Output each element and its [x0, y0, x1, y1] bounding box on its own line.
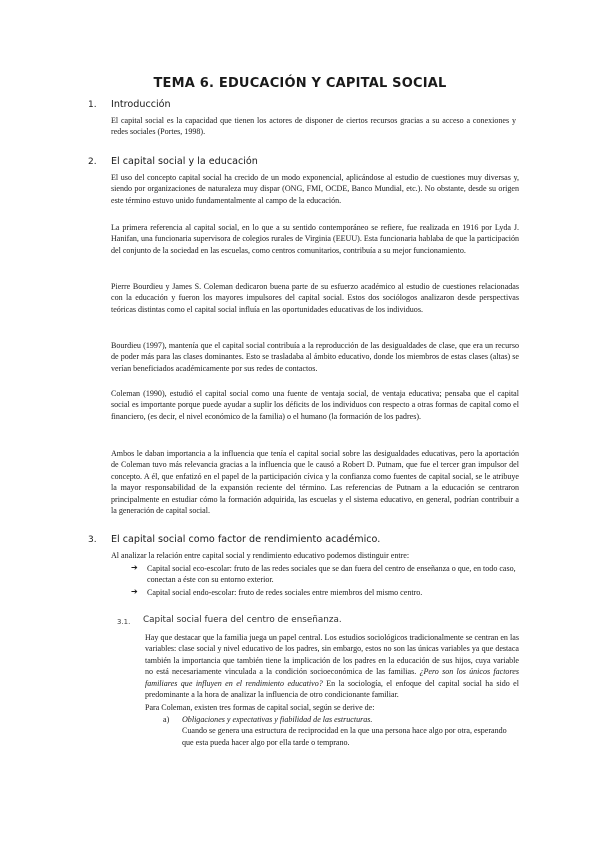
paragraph: Coleman (1990), estudió el capital social como una fuente de ventaja social, de ventaja educativa; pensaba que el capital social es importante porque puede ayudar a suplir los déficits de los individuos con respecto a otras formas de capital como el financiero, (es decir, el nivel económico de la familia) o el humano (la formación de los padres). — [111, 389, 519, 421]
arrow-bullet-icon: ➔ — [131, 563, 138, 572]
paragraph: El capital social es la capacidad que tienen los actores de disponer de ciertos recursos gracias a su acceso a conexiones y redes sociales (Portes, 1998). — [111, 116, 516, 137]
list-item-text: Cuando se genera una estructura de reciprocidad en la que una persona hace algo por otra, esperando que esta pueda hacer algo por ella tarde o temprano. — [182, 726, 507, 747]
paragraph: Bourdieu (1997), mantenía que el capital social contribuía a la reproducción de las desigualdades de clase, que era un recurso de poder más para las clases dominantes. Esto se trasladaba al ámbito educativo, donde los miembros de estas clases (altas) se verían beneficiados académicamente por sus redes de contactos. — [111, 341, 519, 373]
paragraph: Pierre Bourdieu y James S. Coleman dedicaron buena parte de su esfuerzo académico al estudio de cuestiones relacionadas con la educación y fueron los mayores impulsores del capital social. Estos dos sociólogos analizaron desde perspectivas teóricas distintas como el capital social influía en las oportunidades educativas de los individuos. — [111, 282, 519, 314]
paragraph: El uso del concepto capital social ha crecido de un modo exponencial, aplicándose al estudio de cuestiones muy diversas y, siendo por organizaciones de naturaleza muy dispar (ONG, FMI, OCDE, Banco Mundial, etc.). No obstante, desde su origen este término estuvo unido fundamentalmente al campo de la educación. — [111, 173, 519, 205]
paragraph: Al analizar la relación entre capital social y rendimiento educativo podemos distinguir entre: — [111, 551, 410, 560]
arrow-bullet-icon: ➔ — [131, 587, 138, 596]
page-title: TEMA 6. EDUCACIÓN Y CAPITAL SOCIAL — [153, 76, 447, 91]
list-letter: a) — [163, 715, 170, 724]
list-item: Capital social endo-escolar: fruto de redes sociales entre miembros del mismo centro. — [147, 588, 423, 597]
section-heading: El capital social y la educación — [111, 156, 258, 167]
paragraph — [145, 632, 519, 700]
paragraph: Para Coleman, existen tres formas de capital social, según se derive de: — [145, 703, 375, 712]
section-number: 1. — [88, 100, 97, 110]
paragraph: La primera referencia al capital social, en lo que a su sentido contemporáneo se refiere, fue realizada en 1916 por Lyda J. Hanifan, una funcionaria supervisora de colegios rurales de Virginia (EEUU). Esta funcionaria hablaba de que la participación del conjunto de la sociedad en las escuelas, como centros comunitarios, contribuía a su mejor funcionamiento. — [111, 223, 519, 255]
paragraph: Ambos le daban importancia a la influencia que tenía el capital social sobre las desigualdades educativas, pero la aportación de Coleman tuvo más relevancia gracias a la influencia que le causó a Robert D. Putnam, que fue el tercer gran impulsor del concepto. A él, que enfatizó en el papel de la participación cívica y la confianza como fuentes de capital social, se le atribuye la mayor responsabilidad de la expansión reciente del término. Las referencias de Putnam a la educación se centraron principalmente en estudiar cómo la formación adquirida, las escuelas y el sistema educativo, en general, podrían contribuir a la generación de capital social. — [111, 449, 519, 516]
italic-question: ¿Pero son los únicos factores familiares que influyen en el rendimiento educativo? — [145, 667, 519, 688]
list-item: Capital social eco-escolar: fruto de las redes sociales que se dan fuera del centro de enseñanza o que, en todo caso, conectan a éste con su entorno exterior. — [147, 564, 516, 585]
list-item — [182, 714, 519, 748]
section-heading: El capital social como factor de rendimiento académico. — [111, 534, 381, 545]
section-number: 2. — [88, 157, 97, 167]
list-item-title: Obligaciones y expectativas y fiabilidad de las estructuras. — [182, 715, 373, 724]
subsection-number: 3.1. — [117, 618, 131, 626]
section-number: 3. — [88, 535, 97, 545]
subsection-heading: Capital social fuera del centro de enseñanza. — [143, 615, 342, 625]
paragraph-text: Hay que destacar que la familia juega un papel central. Los estudios sociológicos tradicionalmente se centran en las variables: clase social y nivel educativo de los padres, sin embargo, estos no son las únicas variables ya que destaca también la importancia que también tiene la implicación de los padres en la educación de sus hijos, cuya variable no está necesariamente vinculada a la condición socioeconómica de las familias. — [145, 633, 519, 677]
paragraph-text: En la sociología, el enfoque del capital social ha sido el predominante a la hora de analizar la influencia de otro condicionante familiar. — [145, 678, 519, 700]
section-heading: Introducción — [111, 99, 171, 110]
